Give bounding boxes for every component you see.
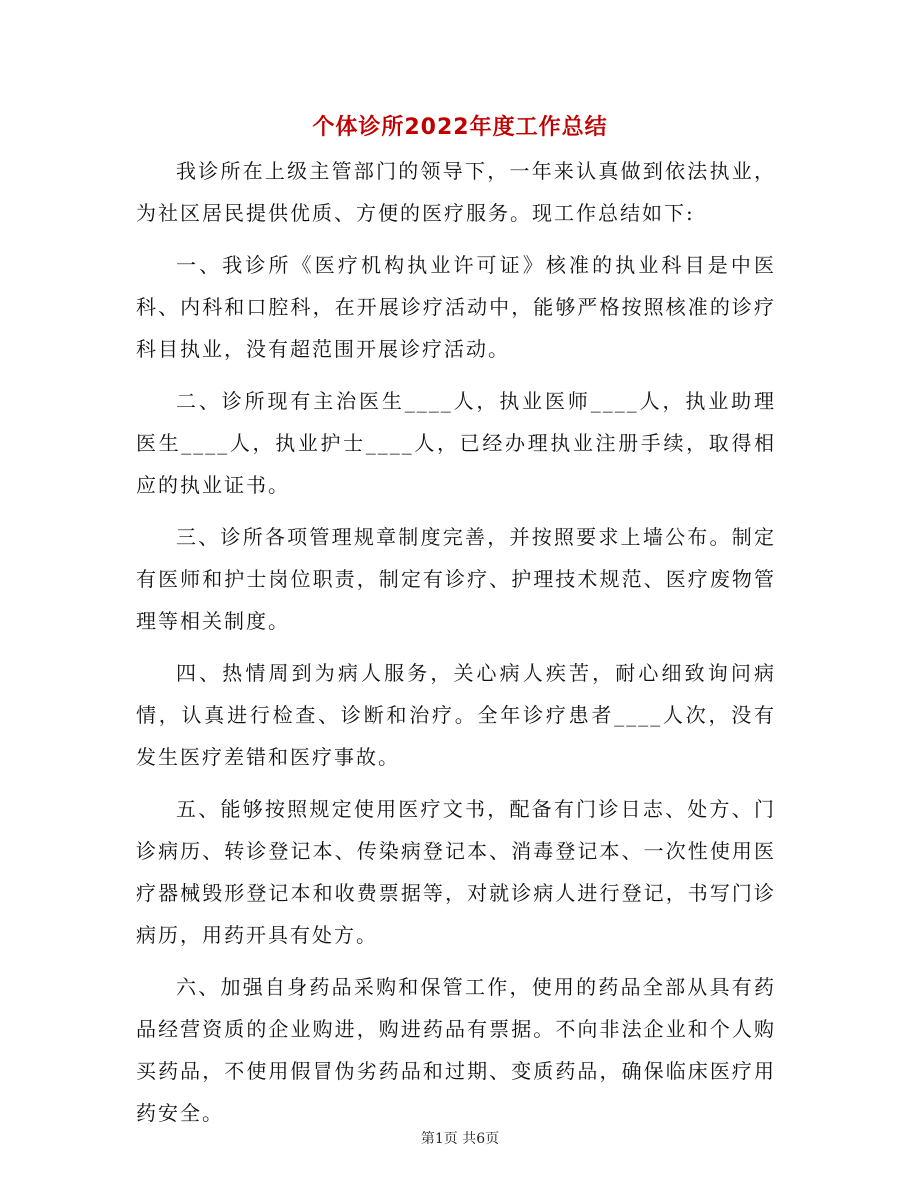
- paragraph-4: 四、热情周到为病人服务，关心病人疾苦，耐心细致询问病情，认真进行检查、诊断和治疗。全年诊疗患者____人次，没有发生医疗差错和医疗事故。: [136, 661, 776, 769]
- paragraph-5: 五、能够按照规定使用医疗文书，配备有门诊日志、处方、门诊病历、转诊登记本、传染病登记本、消毒登记本、一次性使用医疗器械毁形登记本和收费票据等，对就诊病人进行登记，书写门诊病历，用药开具有处方。: [136, 797, 776, 947]
- document-body: [136, 150, 776, 1144]
- paragraph-3: 三、诊所各项管理规章制度完善，并按照要求上墙公布。制定有医师和护士岗位职责，制定有诊疗、护理技术规范、医疗废物管理等相关制度。: [136, 525, 776, 633]
- document-title: 个体诊所2022年度工作总结: [312, 115, 608, 140]
- paragraph-1: 一、我诊所《医疗机构执业许可证》核准的执业科目是中医科、内科和口腔科，在开展诊疗活动中，能够严格按照核准的诊疗科目执业，没有超范围开展诊疗活动。: [136, 253, 776, 361]
- page-number-footer: 第1页 共6页: [420, 1131, 500, 1147]
- intro-paragraph: 我诊所在上级主管部门的领导下，一年来认真做到依法执业，为社区居民提供优质、方便的医疗服务。现工作总结如下:: [136, 159, 776, 225]
- paragraph-2: 二、诊所现有主治医生____人，执业医师____人，执业助理医生____人，执业护士____人，已经办理执业注册手续，取得相应的执业证书。: [136, 389, 776, 497]
- paragraph-6: 六、加强自身药品采购和保管工作，使用的药品全部从具有药品经营资质的企业购进，购进药品有票据。不向非法企业和个人购买药品，不使用假冒伪劣药品和过期、变质药品，确保临床医疗用药安全。: [136, 975, 776, 1125]
